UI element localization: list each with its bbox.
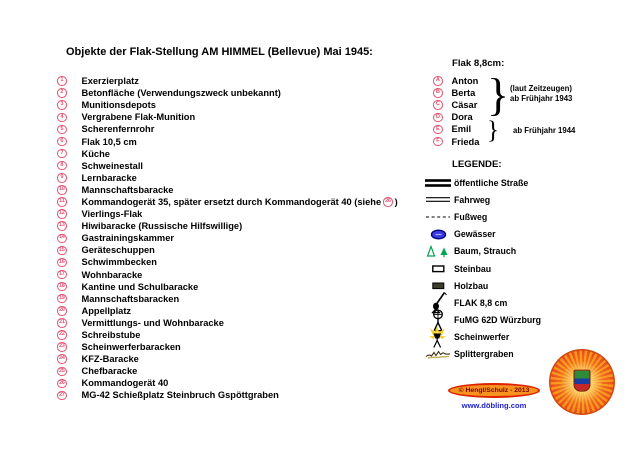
item-number-badge: 23 (57, 342, 67, 352)
legend-entry (424, 260, 541, 277)
object-list-item (57, 148, 398, 160)
gun-letter-badge: A (433, 76, 443, 86)
flak-gun-row (433, 123, 479, 135)
item-number-badge: 21 (57, 318, 67, 328)
object-list-item (57, 269, 398, 281)
tree-shrub-icon (424, 243, 452, 260)
flak-gun-name: Cäsar (451, 100, 478, 111)
flak-gun-row (433, 87, 479, 99)
public-road-icon (424, 174, 452, 191)
water-icon (424, 226, 452, 243)
flak-gun-list (433, 75, 479, 148)
object-list-item (57, 244, 398, 256)
item-number-badge: 20 (57, 306, 67, 316)
object-list-item (57, 256, 398, 268)
group-1-note (510, 84, 572, 103)
object-list-item (57, 365, 398, 377)
item-number-badge: 27 (57, 391, 67, 401)
flak-gun-row (433, 99, 479, 111)
gun-letter-badge: C (433, 100, 443, 110)
item-number-badge: 11 (57, 197, 67, 207)
item-number-badge: 25 (57, 367, 67, 377)
legend-entry-label: Baum, Strauch (454, 246, 517, 257)
legend-entry-label: Fußweg (454, 211, 488, 222)
object-list-item-label: Geräteschuppen (81, 245, 155, 256)
legend-entry (424, 191, 541, 208)
legend-entry-label: Splittergraben (454, 349, 514, 360)
footpath-icon (424, 208, 452, 225)
legend-entry (424, 346, 541, 363)
brace-group-2: } (487, 117, 499, 144)
object-list (57, 75, 398, 402)
legend-entry-label: Fahrweg (454, 194, 491, 205)
object-list-item-label: Hiwibaracke (Russische Hilfswillige) (81, 221, 243, 232)
object-list-item (57, 305, 398, 317)
item-number-badge: 22 (57, 330, 67, 340)
object-list-item (57, 123, 398, 135)
trench-icon (424, 346, 452, 363)
item-number-badge: 4 (57, 113, 67, 123)
legend-title: LEGENDE: (452, 159, 502, 170)
item-number-badge: 9 (57, 173, 67, 183)
object-list-item-label: Vermittlungs- und Wohnbaracke (81, 317, 224, 328)
legend-entry-label: Scheinwerfer (454, 332, 510, 343)
object-list-item-label: Lernbaracke (81, 172, 137, 183)
object-list-item (57, 111, 398, 123)
object-list-item-label: Vergrabene Flak-Munition (81, 112, 196, 123)
object-list-item-label: Mannschaftsbaracken (81, 293, 180, 304)
item-number-badge: 10 (57, 185, 67, 195)
object-list-item-label: Schweinestall (81, 160, 143, 171)
group-1-note-line2: ab Frühjahr 1943 (510, 93, 573, 103)
doebling-sunburst-logo (549, 349, 615, 415)
object-list-item (57, 135, 398, 147)
object-list-item-label: Exerzierplatz (81, 76, 139, 87)
object-list-item-label: Flak 10,5 cm (81, 136, 137, 147)
object-list-item-label: Schreibstube (81, 330, 141, 341)
flak-gun-row (433, 75, 479, 87)
object-list-item-label: Mannschaftsbaracke (81, 184, 174, 195)
object-list-item (57, 172, 398, 184)
item-number-badge: 5 (57, 125, 67, 135)
stone-building-icon (424, 260, 452, 277)
object-list-item (57, 99, 398, 111)
object-list-item (57, 377, 398, 389)
object-list-item (57, 353, 398, 365)
object-list-item (57, 281, 398, 293)
copyright-badge: © Hengl/Schulz - 2013 (448, 383, 540, 398)
object-list-item (57, 341, 398, 353)
object-list-item-suffix: ) (394, 196, 398, 207)
item-number-badge: 8 (57, 161, 67, 171)
object-list-item-label: Kommandogerät 35, später ersetzt durch Kommandogerät 40 (siehe 26 ) (81, 196, 398, 207)
flak-gun-name: Berta (451, 88, 476, 99)
item-number-badge: 17 (57, 270, 67, 280)
item-number-badge: 24 (57, 354, 67, 364)
group-1-note-line1: (laut Zeitzeugen) (510, 84, 572, 93)
object-list-item-label: Gastrainingskammer (81, 233, 174, 244)
item-number-badge: 6 (57, 137, 67, 147)
item-number-badge: 15 (57, 246, 67, 256)
legend-entry-label: FuMG 62D Würzburg (454, 315, 541, 326)
page-title: Objekte der Flak-Stellung AM HIMMEL (Bellevue) Mai 1945: (66, 46, 373, 58)
legend-entry-label: Steinbau (454, 263, 492, 274)
item-number-badge: 13 (57, 221, 67, 231)
object-list-item-label: Scheinwerferbaracken (81, 342, 181, 353)
brace-group-1: } (487, 69, 510, 120)
object-list-item (57, 196, 398, 208)
item-number-badge: 3 (57, 100, 67, 110)
flak-gun-name: Anton (451, 76, 479, 87)
object-list-item-label: Betonfläche (Verwendungszweck unbekannt) (81, 88, 281, 99)
legend-entry-label: Holzbau (454, 280, 489, 291)
legend-entry (424, 243, 541, 260)
legend-entry-label: öffentliche Straße (454, 177, 529, 188)
item-number-badge: 26 (57, 379, 67, 389)
item-number-badge: 19 (57, 294, 67, 304)
object-list-item (57, 184, 398, 196)
item-number-badge: 14 (57, 234, 67, 244)
object-list-item-label: Schwimmbecken (81, 257, 157, 268)
legend-entry (424, 174, 541, 191)
gun-letter-badge: F (433, 137, 443, 147)
item-number-badge: 2 (57, 88, 67, 98)
object-list-item (57, 293, 398, 305)
cross-reference-badge: 26 (383, 197, 393, 207)
object-list-item-label: Munitionsdepots (81, 100, 156, 111)
flak-section-title: Flak 8,8cm: (452, 58, 505, 69)
object-list-item-label: KFZ-Baracke (81, 354, 139, 365)
flak-gun-row (433, 135, 479, 147)
object-list-item (57, 75, 398, 87)
item-number-badge: 12 (57, 209, 67, 219)
object-list-item (57, 389, 398, 401)
gun-letter-badge: D (433, 113, 443, 123)
flak-gun-row (433, 111, 479, 123)
object-list-item-label: Appellplatz (81, 305, 132, 316)
object-list-item (57, 160, 398, 172)
flak-gun-name: Dora (451, 112, 473, 123)
flak-gun-name: Emil (451, 124, 472, 135)
object-list-item (57, 87, 398, 99)
item-number-badge: 18 (57, 282, 67, 292)
legend-entry (424, 226, 541, 243)
legend-list (424, 174, 541, 363)
legend-entry (424, 208, 541, 225)
item-number-badge: 7 (57, 149, 67, 159)
object-list-item (57, 220, 398, 232)
object-list-item-label: Scherenfernrohr (81, 124, 155, 135)
legend-entry-label: Gewässer (454, 229, 496, 240)
object-list-item-label: Kommandogerät 40 (81, 378, 169, 389)
object-list-item-label: MG-42 Schießplatz Steinbruch Gspöttgraben (81, 390, 279, 401)
object-list-item-label: Wohnbaracke (81, 269, 143, 280)
object-list-item-label: Vierlings-Flak (81, 209, 143, 220)
object-list-item (57, 317, 398, 329)
group-2-note: ab Frühjahr 1944 (513, 126, 576, 135)
object-list-item (57, 208, 398, 220)
carriageway-icon (424, 191, 452, 208)
legend-entry-label: FLAK 8,8 cm (454, 297, 508, 308)
gun-letter-badge: E (433, 125, 443, 135)
object-list-item-label: Küche (81, 148, 110, 159)
object-list-item (57, 232, 398, 244)
item-number-badge: 16 (57, 258, 67, 268)
object-list-item (57, 329, 398, 341)
legend-entry (424, 329, 541, 346)
searchlight-icon (424, 329, 452, 346)
gun-letter-badge: B (433, 88, 443, 98)
flak-gun-name: Frieda (451, 136, 480, 147)
website-link[interactable]: www.döbling.com (461, 401, 527, 410)
object-list-item-label: Chefbaracke (81, 366, 138, 377)
object-list-item-label: Kantine und Schulbaracke (81, 281, 199, 292)
coat-of-arms-icon (574, 370, 591, 392)
item-number-badge: 1 (57, 76, 67, 86)
